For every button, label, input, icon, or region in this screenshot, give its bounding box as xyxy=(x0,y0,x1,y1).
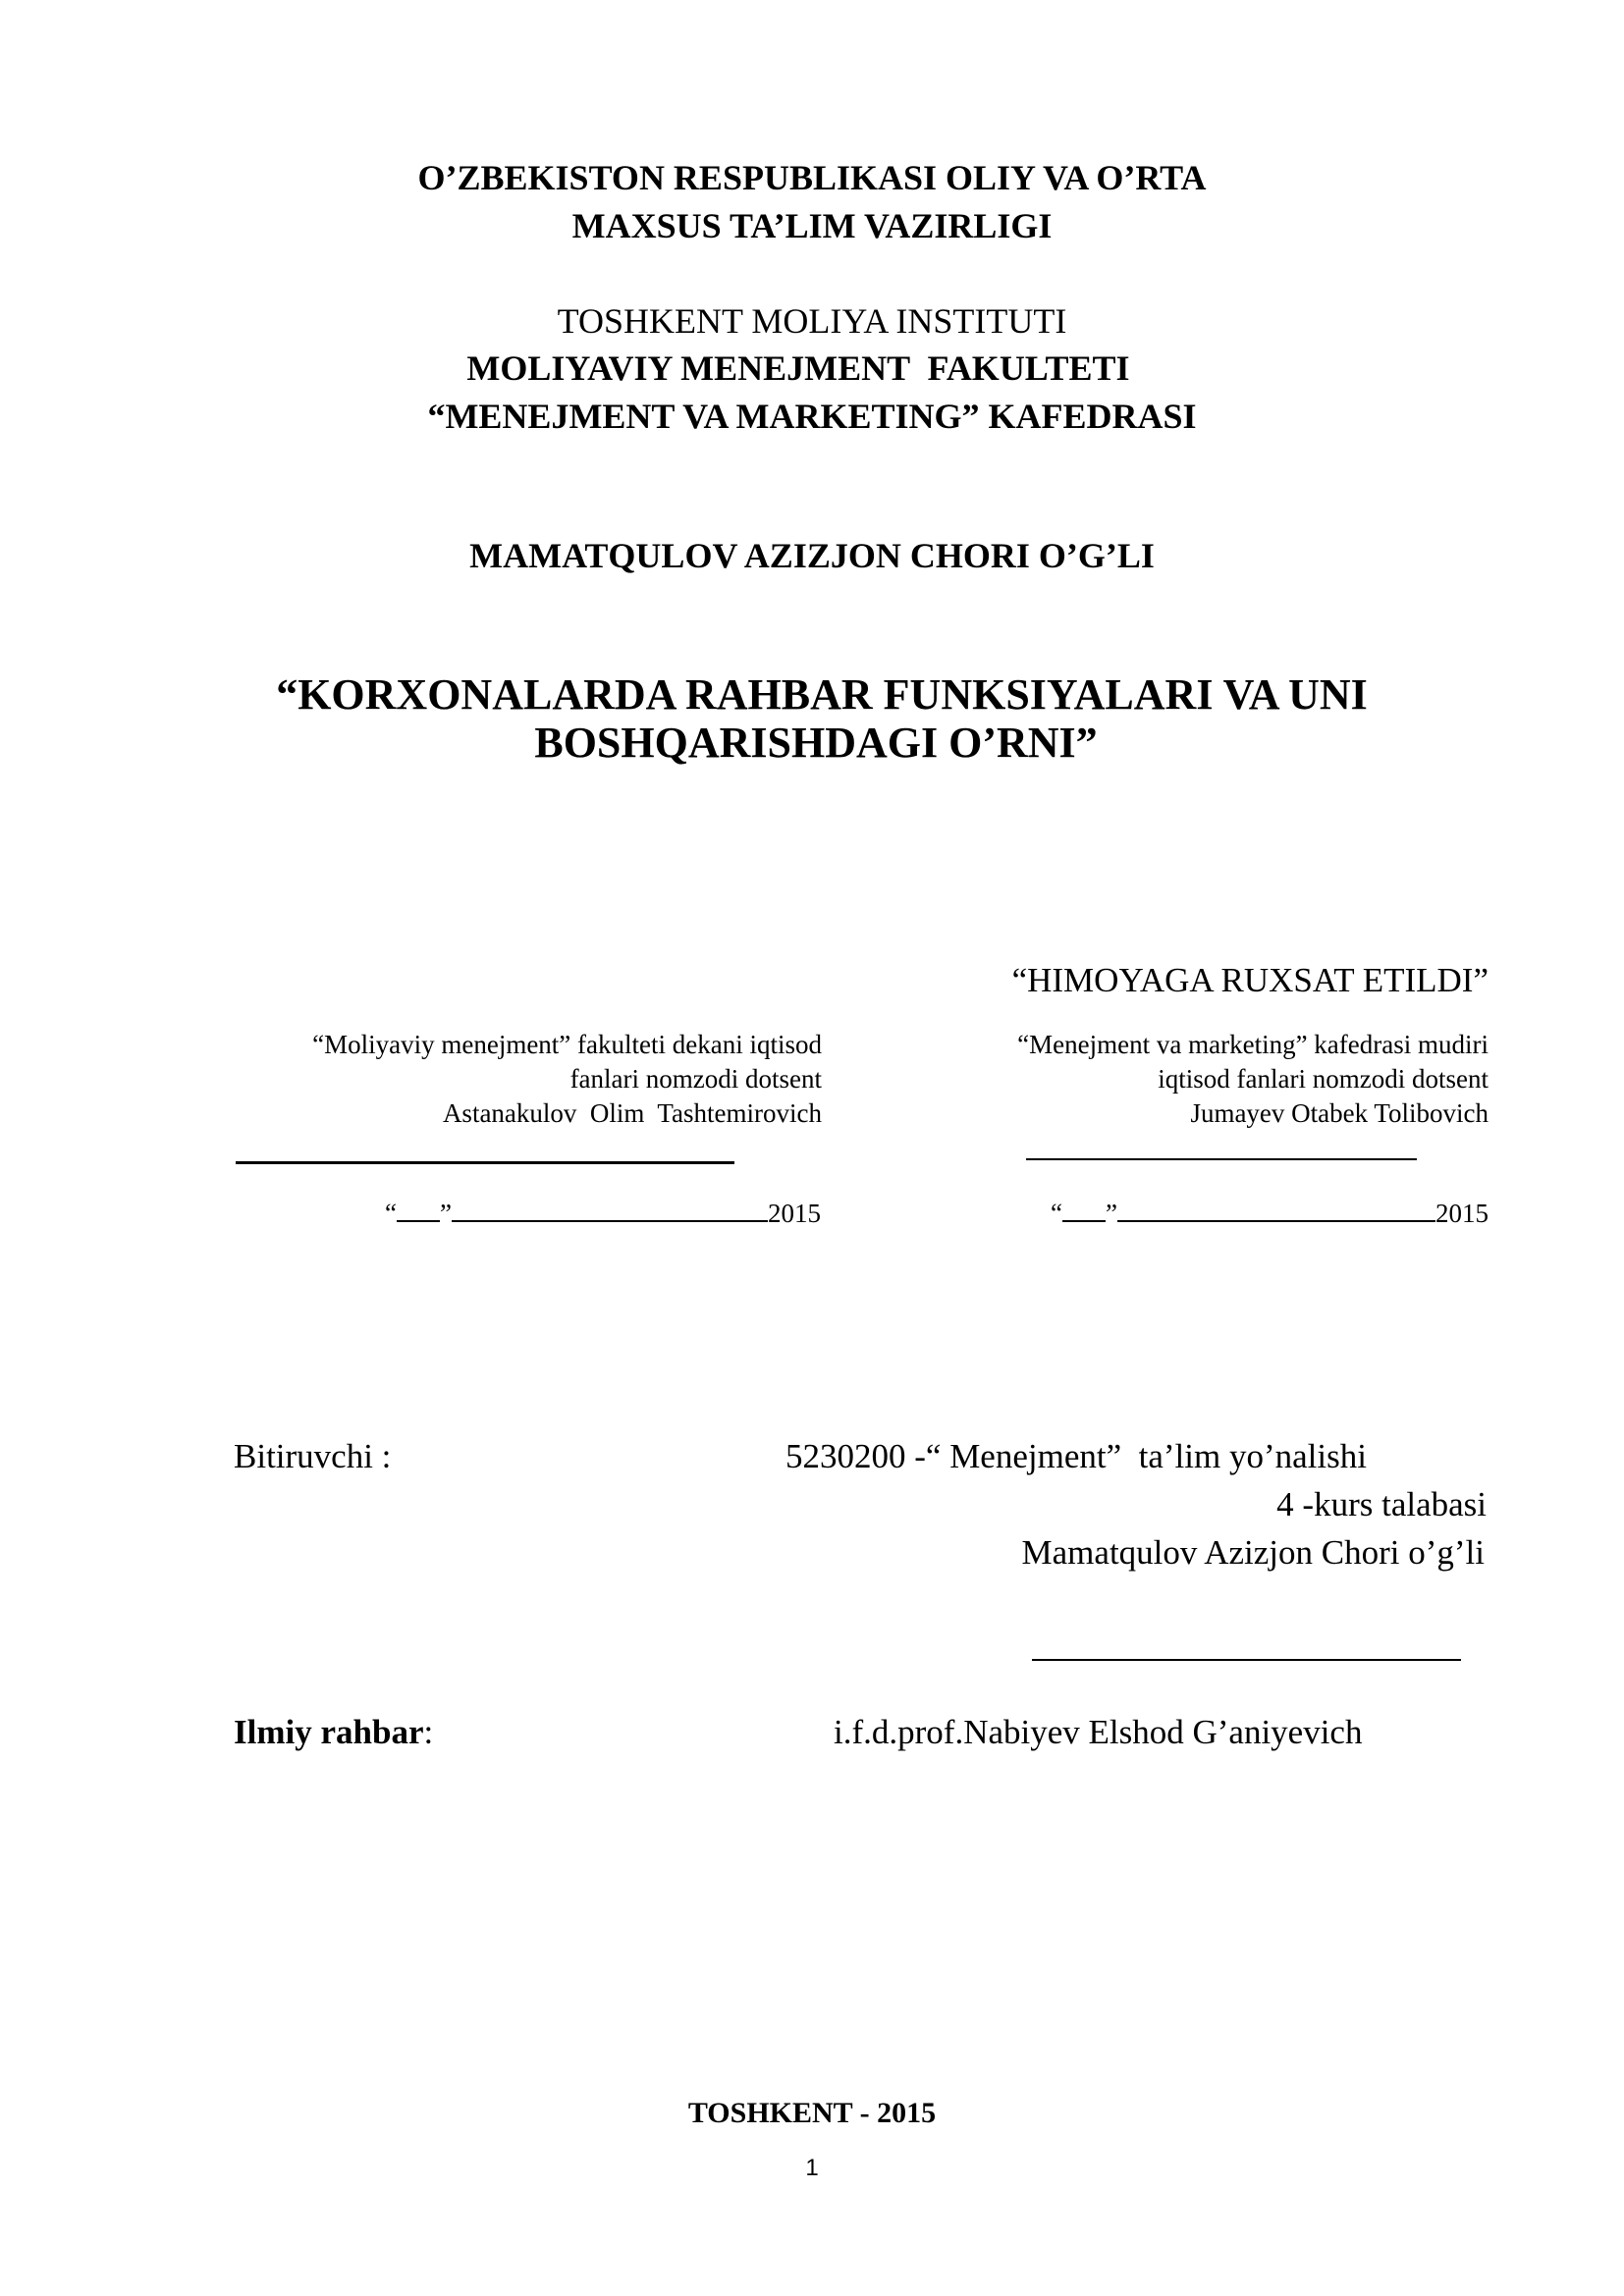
date-open-quote: “ xyxy=(385,1199,397,1228)
dean-title-line-1: “Moliyaviy menejment” fakulteti dekani iqtisod xyxy=(312,1030,822,1059)
head-date xyxy=(1024,1172,1489,1254)
approval-heading: “HIMOYAGA RUXSAT ETILDI” xyxy=(1011,961,1489,999)
day-blank xyxy=(397,1199,440,1222)
date-year: 2015 xyxy=(1435,1199,1489,1228)
dean-title-line-2: fanlari nomzodi dotsent xyxy=(569,1064,822,1094)
head-title-line-2: iqtisod fanlari nomzodi dotsent xyxy=(1158,1064,1489,1094)
head-signature-line xyxy=(1026,1158,1417,1160)
date-close-quote: ” xyxy=(439,1199,452,1228)
thesis-title-line-2: BOSHQARISHDAGI O’RNI” xyxy=(534,719,1098,767)
author-name: MAMATQULOV AZIZJON CHORI O’G’LI xyxy=(469,536,1155,575)
date-close-quote: ” xyxy=(1105,1199,1117,1228)
date-year: 2015 xyxy=(767,1199,821,1228)
faculty-name: MOLIYAVIY MENEJMENT FAKULTETI xyxy=(466,348,1130,388)
ministry-line-2: MAXSUS TA’LIM VAZIRLIGI xyxy=(571,206,1053,245)
graduate-name: Mamatqulov Azizjon Chori o’g’li xyxy=(1021,1533,1485,1572)
thesis-title-line-1: “KORXONALARDA RAHBAR FUNKSIYALARI VA UNI xyxy=(276,670,1368,719)
institute-name: TOSHKENT MOLIYA INSTITUTI xyxy=(557,301,1067,341)
dean-date xyxy=(358,1172,821,1254)
supervisor-row xyxy=(234,1715,433,1749)
head-name: Jumayev Otabek Tolibovich xyxy=(1190,1098,1489,1128)
day-blank xyxy=(1062,1199,1106,1222)
supervisor-name: i.f.d.prof.Nabiyev Elshod G’aniyevich xyxy=(834,1713,1363,1751)
ministry-line-1: O’ZBEKISTON RESPUBLIKASI OLIY VA O’RTA xyxy=(417,158,1207,197)
department-name: “MENEJMENT VA MARKETING” KAFEDRASI xyxy=(427,397,1197,436)
supervisor-colon: : xyxy=(423,1713,434,1751)
dean-signature-line xyxy=(236,1161,734,1164)
graduate-program: 5230200 -“ Menejment” ta’lim yo’nalishi xyxy=(785,1437,1367,1475)
page-number: 1 xyxy=(805,2155,819,2181)
month-blank xyxy=(1117,1199,1435,1222)
head-title-line-1: “Menejment va marketing” kafedrasi mudiri xyxy=(1017,1030,1489,1059)
supervisor-label: Ilmiy rahbar xyxy=(234,1713,424,1751)
city-year: TOSHKENT - 2015 xyxy=(687,2097,937,2129)
dean-name: Astanakulov Olim Tashtemirovich xyxy=(442,1098,822,1128)
date-open-quote: “ xyxy=(1051,1199,1062,1228)
graduate-label: Bitiruvchi : xyxy=(234,1437,392,1475)
graduate-signature-line xyxy=(1032,1659,1461,1661)
month-blank xyxy=(452,1199,768,1222)
graduate-course: 4 -kurs talabasi xyxy=(1276,1485,1487,1523)
